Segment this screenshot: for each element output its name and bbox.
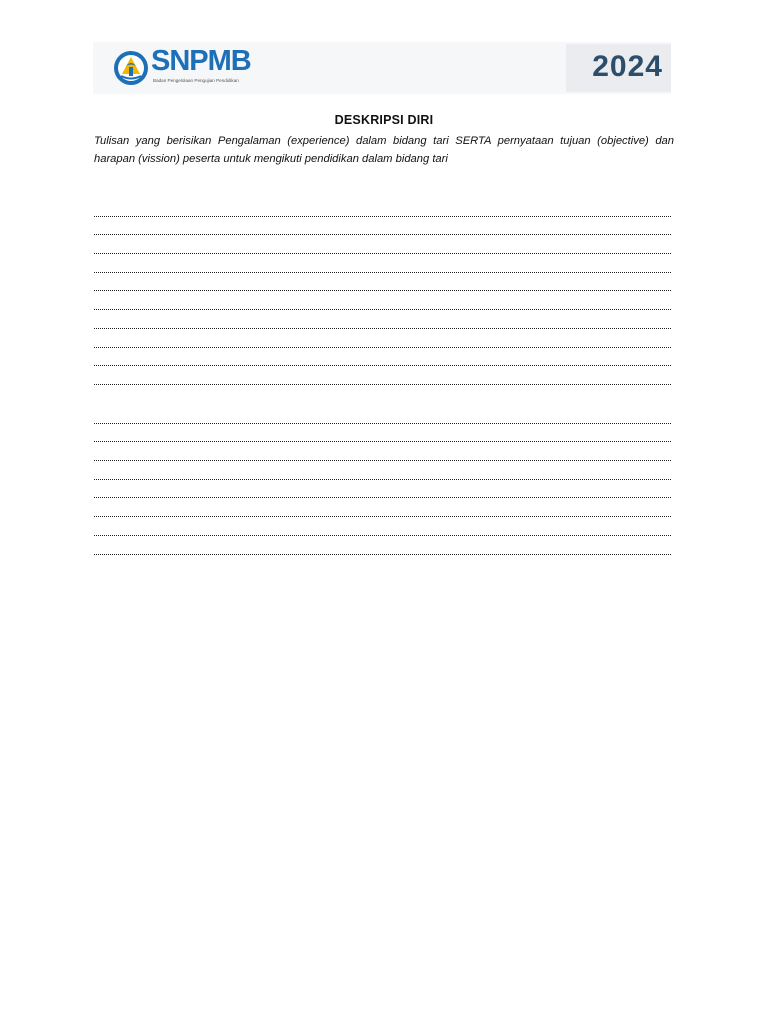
logo-subtext: Badan Pengelolaan Pengujian Pendidikan: [153, 78, 239, 83]
answer-line[interactable]: [94, 198, 671, 217]
page-title: DESKRIPSI DIRI: [334, 113, 434, 127]
answer-line[interactable]: [94, 310, 671, 329]
answer-line[interactable]: [94, 366, 671, 385]
answer-line[interactable]: [94, 348, 671, 367]
answer-line[interactable]: [94, 291, 671, 310]
answer-line[interactable]: [94, 217, 671, 236]
answer-line[interactable]: [94, 424, 671, 443]
answer-line[interactable]: [94, 235, 671, 254]
year-panel: [566, 44, 671, 92]
tut-wuri-emblem-icon: [113, 50, 149, 86]
instructions-text: Tulisan yang berisikan Pengalaman (experience) dalam bidang tari SERTA pernyataan tujuan (objective) dan harapan (vission) peserta untuk mengikuti pendidikan dalam bidang tari: [94, 135, 674, 165]
answer-line[interactable]: [94, 461, 671, 480]
answer-line[interactable]: [94, 405, 671, 424]
answer-line[interactable]: [94, 329, 671, 348]
answer-line[interactable]: [94, 536, 671, 555]
answer-line[interactable]: [94, 517, 671, 536]
header-banner: [93, 42, 671, 94]
answer-line[interactable]: [94, 480, 671, 499]
answer-block-2[interactable]: [94, 405, 671, 555]
snpmb-logo: [113, 45, 263, 88]
answer-line[interactable]: [94, 442, 671, 461]
logo-wordmark: SNPMB: [151, 45, 251, 77]
answer-line[interactable]: [94, 498, 671, 517]
answer-block-1[interactable]: [94, 198, 671, 385]
year-label: 2024: [592, 50, 663, 83]
answer-line[interactable]: [94, 273, 671, 292]
answer-line[interactable]: [94, 254, 671, 273]
